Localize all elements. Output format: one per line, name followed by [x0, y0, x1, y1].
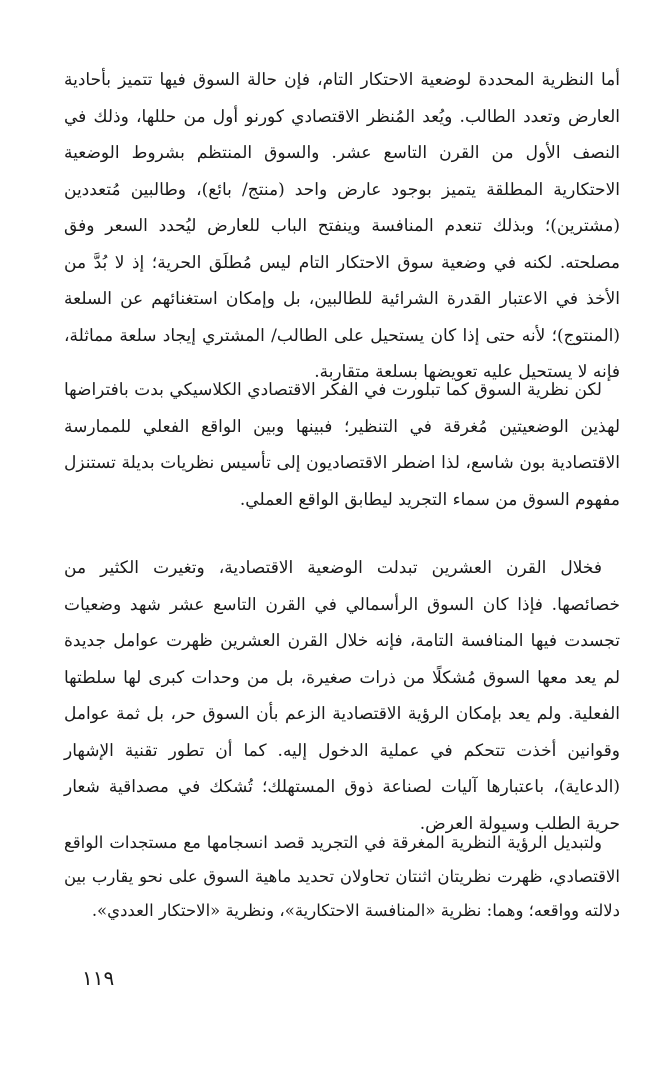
paragraph-two-theories: ولتبديل الرؤية النظرية المغرقة في التجريد قصد انسجامها مع مستجدات الواقع الاقتصادي، ظهرت نظريتان اثنتان تحاولان تحديد ماهية السوق على نحو يقارب بين دلالته وواقعه؛ وهما: نظرية «المنافسة الاحتكارية»، ونظرية «الاحتكار العددي».	[64, 833, 620, 920]
paragraph-monopoly-theory: أما النظرية المحددة لوضعية الاحتكار التام، فإن حالة السوق فيها تتميز بأحادية العارض وتعدد الطالب. ويُعد المُنظر الاقتصادي كورنو أول من حللها، وذلك في النصف الأول من القرن التاسع عشر. والسوق المنتظم بشروط الوضعية الاحتكارية المطلقة يتميز بوجود عارض واحد (منتج/ بائع)، وطالبين مُتعددين (مشترين)؛ وبذلك تنعدم المنافسة وينفتح الباب للعارض ليُحدد السعر وفق مصلحته. لكنه في وضعية سوق الاحتكار التام ليس مُطلَق الحرية؛ إذ لا بُدَّ من الأخذ في الاعتبار القدرة الشرائية للطالبين، بل وإمكان استغنائهم عن السلعة (المنتوج)؛ لأنه حتى إذا كان يستحيل على الطالب/ المشتري إيجاد سلعة مماثلة، فإنه لا يستحيل عليه تعويضها بسلعة متقاربة.	[64, 70, 620, 382]
paragraph-classical-market-theory: لكن نظرية السوق كما تبلورت في الفكر الاقتصادي الكلاسيكي بدت بافتراضها لهذين الوضعيتين مُغرقة في التنظير؛ فبينها وبين الواقع الفعلي للممارسة الاقتصادية بون شاسع، لذا اضطر الاقتصاديون إلى تأسيس نظريات بديلة تستنزل مفهوم السوق من سماء التجريد ليطابق الواقع العملي.	[64, 380, 620, 510]
paragraph-twentieth-century-changes: فخلال القرن العشرين تبدلت الوضعية الاقتصادية، وتغيرت الكثير من خصائصها. فإذا كان السوق الرأسمالي في القرن التاسع عشر شهد وضعيات تجسدت فيها المنافسة التامة، فإنه خلال القرن العشرين ظهرت عوامل جديدة لم يعد معها السوق مُشكلًا من ذرات صغيرة، بل من وحدات كبرى لها سلطتها الفعلية. ولم يعد بإمكان الرؤية الاقتصادية الزعم بأن السوق حر، بل ثمة عوامل وقوانين أخذت تتحكم في عملية الدخول إليه. كما أن تطور تقنية الإشهار (الدعاية)، باعتبارها آليات لصناعة ذوق المستهلك؛ تُشكك في مصداقية شعار حرية الطلب وسيولة العرض.	[64, 558, 620, 834]
page-number: ١١٩	[82, 966, 115, 990]
